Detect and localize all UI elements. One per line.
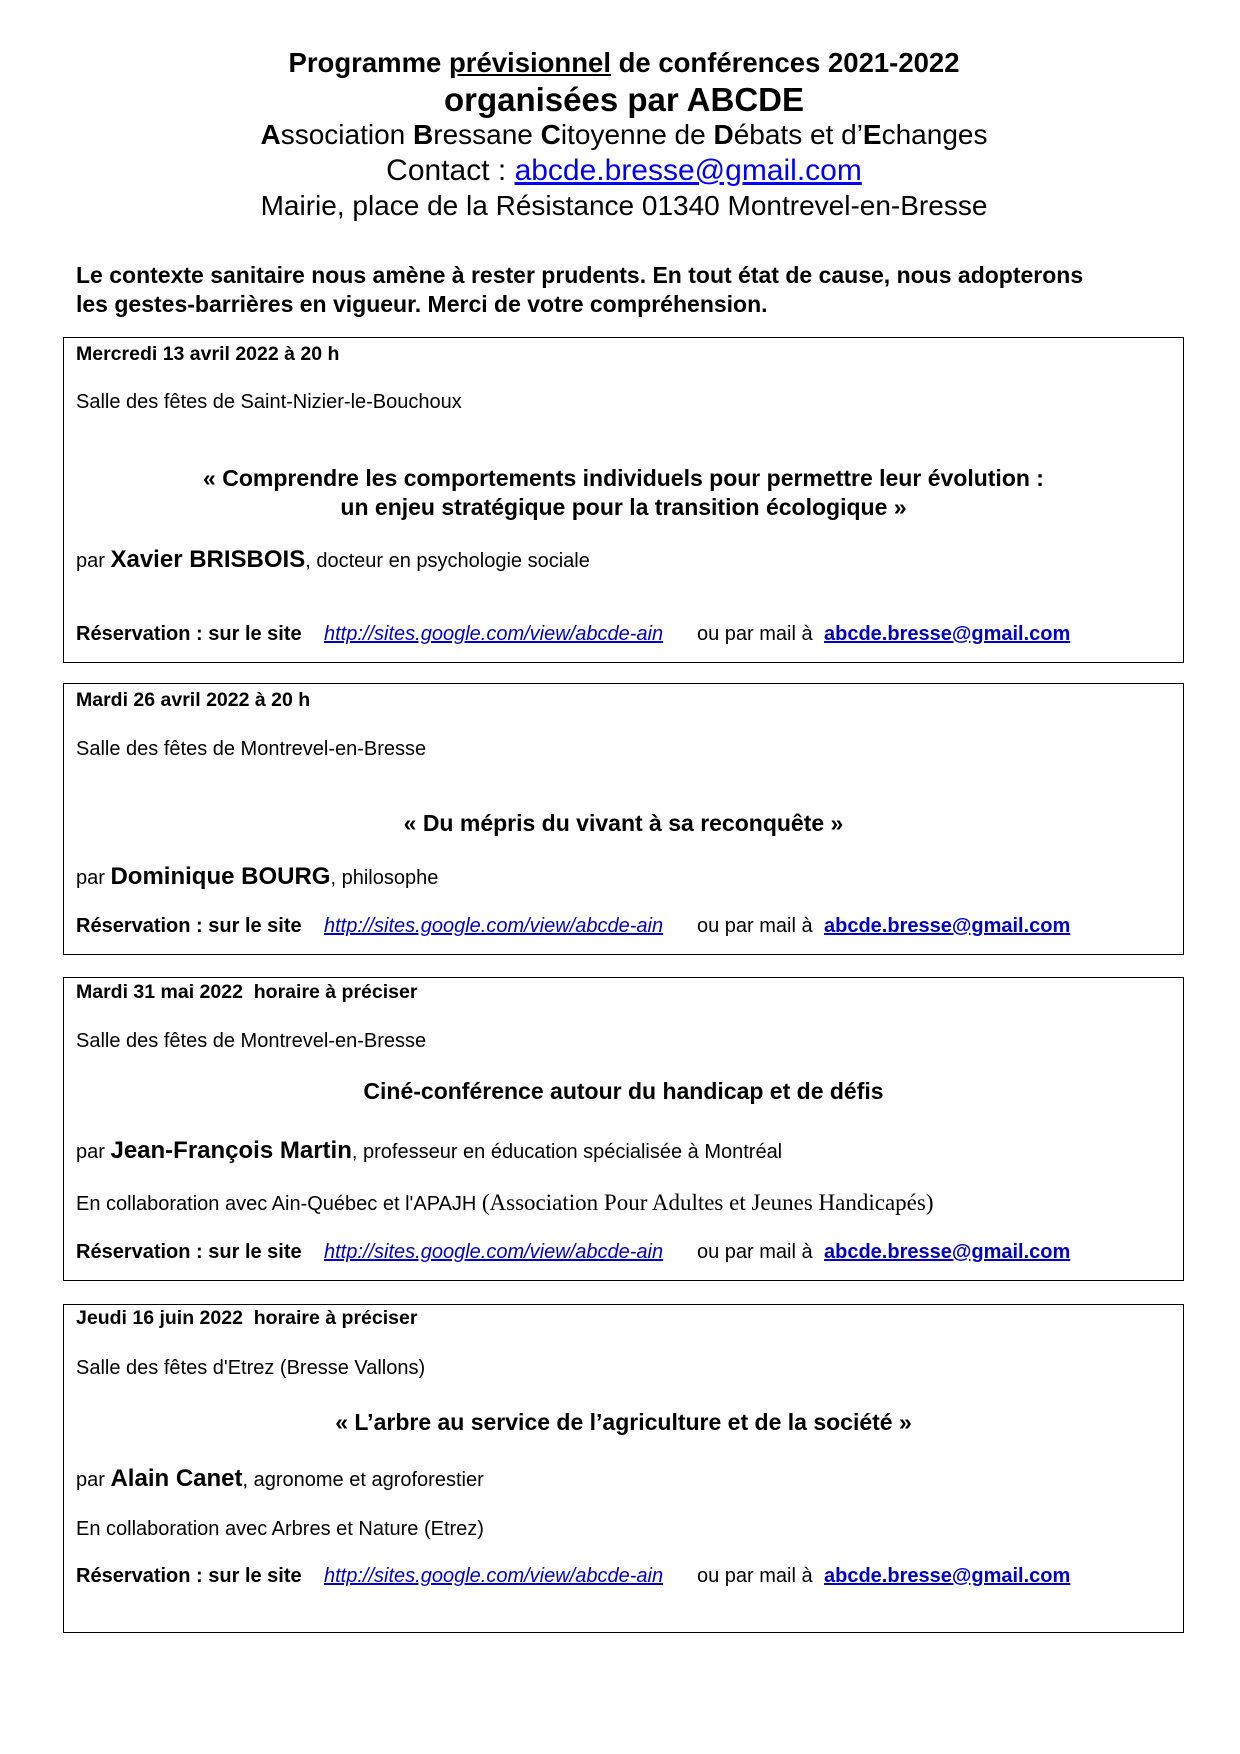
event-title: un enjeu stratégique pour la transition écologique » [340,494,907,520]
reservation-line [76,622,1166,646]
reservation-email-link[interactable]: abcde.bresse@gmail.com [824,915,1071,937]
event-speaker-line [76,1137,782,1166]
event-card [63,1304,1184,1633]
event-title: « Du mépris du vivant à sa reconquête » [403,810,844,836]
speaker-prefix: par [76,867,111,889]
event-date: Mercredi 13 avril 2022 à 20 h [76,343,340,365]
contact-label: Contact : [386,154,515,187]
title-after: de conférences 2021-2022 [610,47,960,78]
reservation-label: Réservation : sur le site [76,1565,302,1587]
reservation-line [76,1240,1166,1264]
speaker-name: Jean-François Martin [110,1137,352,1164]
event-date: Mardi 31 mai 2022 horaire à préciser [76,981,418,1003]
speaker-name: Dominique BOURG [110,863,331,890]
reservation-or-mail: ou par mail à [697,623,813,645]
event-venue: Salle des fêtes de Montrevel-en-Bresse [76,1030,427,1052]
contact-email-link[interactable]: abcde.bresse@gmail.com [514,154,862,187]
speaker-role: , professeur en éducation spécialisée à Montréal [351,1141,783,1163]
association-name [8,119,1240,151]
assoc-rest: ssociation [280,119,414,150]
reservation-or-mail: ou par mail à [697,915,813,937]
reservation-or-mail: ou par mail à [697,1241,813,1263]
collab-text: En collaboration avec Arbres et Nature (Etrez) [76,1518,484,1540]
collab-text: En collaboration avec Ain-Québec et l'APAJH [76,1193,482,1215]
assoc-rest: ébats et d’ [733,119,863,150]
event-venue: Salle des fêtes de Montrevel-en-Bresse [76,738,427,760]
event-collaboration [76,1516,484,1542]
event-speaker-line [76,546,590,575]
event-title: « L’arbre au service de l’agriculture et de la société » [335,1409,912,1435]
assoc-initial: C [540,119,561,150]
reservation-email-link[interactable]: abcde.bresse@gmail.com [824,1565,1071,1587]
assoc-initial: E [862,119,882,150]
speaker-role: , philosophe [330,867,439,889]
reservation-site-link[interactable]: http://sites.google.com/view/abcde-ain [324,623,664,645]
event-card [63,683,1184,955]
reservation-label: Réservation : sur le site [76,623,302,645]
assoc-initial: A [260,119,281,150]
reservation-email-link[interactable]: abcde.bresse@gmail.com [824,623,1071,645]
event-date: Mardi 26 avril 2022 à 20 h [76,689,311,711]
event-date: Jeudi 16 juin 2022 horaire à préciser [76,1307,418,1329]
event-card [63,977,1184,1281]
speaker-role: , docteur en psychologie sociale [305,550,590,572]
notice-line: Le contexte sanitaire nous amène à rester prudents. En tout état de cause, nous adopterons [76,262,1084,288]
reservation-label: Réservation : sur le site [76,915,302,937]
contact-line [8,154,1240,188]
reservation-email-link[interactable]: abcde.bresse@gmail.com [824,1241,1071,1263]
reservation-site-link[interactable]: http://sites.google.com/view/abcde-ain [324,1241,664,1263]
title-underlined-word: prévisionnel [448,47,611,78]
organizer-subtitle: organisées par ABCDE [443,81,805,118]
assoc-rest: itoyenne de [560,119,714,150]
event-title: « Comprendre les comportements individuels pour permettre leur évolution : [203,465,1044,491]
speaker-name: Alain Canet [110,1465,243,1492]
programme-title [8,47,1240,78]
title-before: Programme [288,47,449,78]
assoc-rest: ressane [433,119,541,150]
speaker-name: Xavier BRISBOIS [110,546,306,573]
event-speaker-line [76,863,438,892]
assoc-initial: B [413,119,434,150]
reservation-label: Réservation : sur le site [76,1241,302,1263]
event-collaboration [76,1190,934,1217]
event-venue: Salle des fêtes de Saint-Nizier-le-Bouchoux [76,391,462,413]
speaker-prefix: par [76,1141,111,1163]
event-title: Ciné-conférence autour du handicap et de défis [363,1078,884,1104]
speaker-prefix: par [76,1469,111,1491]
notice-line: les gestes-barrières en vigueur. Merci de votre compréhension. [76,291,768,317]
reservation-or-mail: ou par mail à [697,1565,813,1587]
speaker-prefix: par [76,550,111,572]
event-venue: Salle des fêtes d'Etrez (Bresse Vallons) [76,1357,426,1379]
event-card [63,337,1184,663]
reservation-line [76,1564,1166,1588]
reservation-site-link[interactable]: http://sites.google.com/view/abcde-ain [324,1565,664,1587]
sanitary-notice [76,261,1083,319]
assoc-rest: changes [881,119,988,150]
address: Mairie, place de la Résistance 01340 Montrevel-en-Bresse [260,190,988,221]
reservation-site-link[interactable]: http://sites.google.com/view/abcde-ain [324,915,664,937]
event-speaker-line [76,1465,484,1494]
collab-association-name: (Association Pour Adultes et Jeunes Handicapés) [481,1190,934,1215]
reservation-line [76,914,1166,938]
speaker-role: , agronome et agroforestier [242,1469,484,1491]
assoc-initial: D [713,119,734,150]
